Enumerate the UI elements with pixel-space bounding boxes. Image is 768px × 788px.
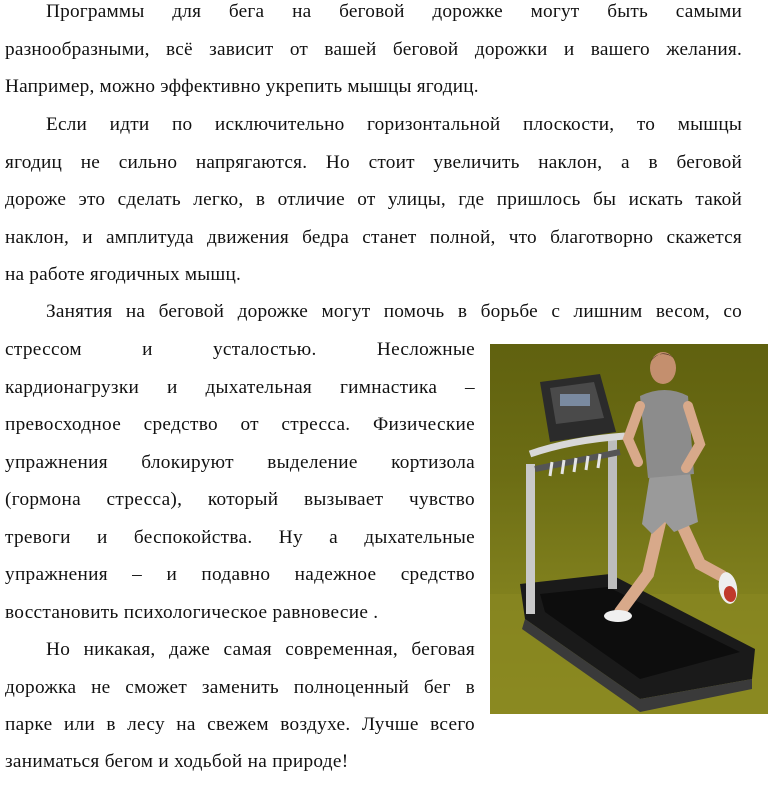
paragraph-3-end bbox=[5, 601, 475, 639]
paragraph-1-end bbox=[5, 75, 742, 113]
text-line: (гормона стресса), который вызывает чувство bbox=[5, 489, 475, 510]
text-line: на работе ягодичных мышц. bbox=[5, 264, 241, 285]
paragraph-4 bbox=[5, 638, 475, 751]
treadmill-illustration bbox=[490, 344, 768, 714]
text-line: кардионагрузки и дыхательная гимнастика – bbox=[5, 376, 475, 398]
runner-shorts bbox=[642, 472, 698, 534]
text-line: упражнения – и подавно надежное средство bbox=[5, 564, 475, 585]
text-line: превосходное средство от стресса. Физические bbox=[5, 414, 475, 435]
paragraph-3-body bbox=[5, 338, 475, 601]
text-line: Если идти по исключительно горизонтальной плоскости, то мышцы bbox=[46, 114, 742, 135]
paragraph-2-end bbox=[5, 263, 742, 301]
text-line: упражнения блокируют выделение кортизола bbox=[5, 451, 475, 473]
text-line: стрессом и усталостью. Несложные bbox=[5, 339, 475, 360]
text-line: наклон, и амплитуда движения бедра станет полной, что благотворно скажется bbox=[5, 226, 742, 248]
text-line: тревоги и беспокойства. Ну а дыхательные bbox=[5, 526, 475, 548]
text-line: парке или в лесу на свежем воздухе. Лучше всего bbox=[5, 714, 475, 735]
paragraph-4-end bbox=[5, 750, 475, 788]
text-line: Программы для бега на беговой дорожке могут быть самыми bbox=[46, 1, 742, 22]
paragraph-1 bbox=[5, 0, 742, 75]
text-line: Занятия на беговой дорожке могут помочь в борьбе с лишним весом, со bbox=[46, 301, 742, 322]
text-line: разнообразными, всё зависит от вашей беговой дорожки и вашего желания. bbox=[5, 38, 742, 60]
paragraph-3-first bbox=[5, 300, 742, 338]
text-line: заниматься бегом и ходьбой на природе! bbox=[5, 751, 349, 772]
treadmill-upright bbox=[526, 464, 535, 614]
runner-shoe bbox=[604, 610, 632, 622]
text-line: восстановить психологическое равновесие . bbox=[5, 602, 379, 623]
text-line: дороже это сделать легко, в отличие от улицы, где пришлось бы искать такой bbox=[5, 189, 742, 210]
text-line: Например, можно эффективно укрепить мышцы ягодиц. bbox=[5, 76, 479, 97]
text-line: дорожка не сможет заменить полноценный бег в bbox=[5, 676, 475, 698]
text-line: ягодиц не сильно напрягаются. Но стоит увеличить наклон, а в беговой bbox=[5, 151, 742, 173]
text-line: Но никакая, даже самая современная, беговая bbox=[46, 639, 475, 660]
treadmill-photo bbox=[490, 344, 768, 714]
paragraph-2 bbox=[5, 113, 742, 263]
runner-arm bbox=[628, 406, 640, 462]
